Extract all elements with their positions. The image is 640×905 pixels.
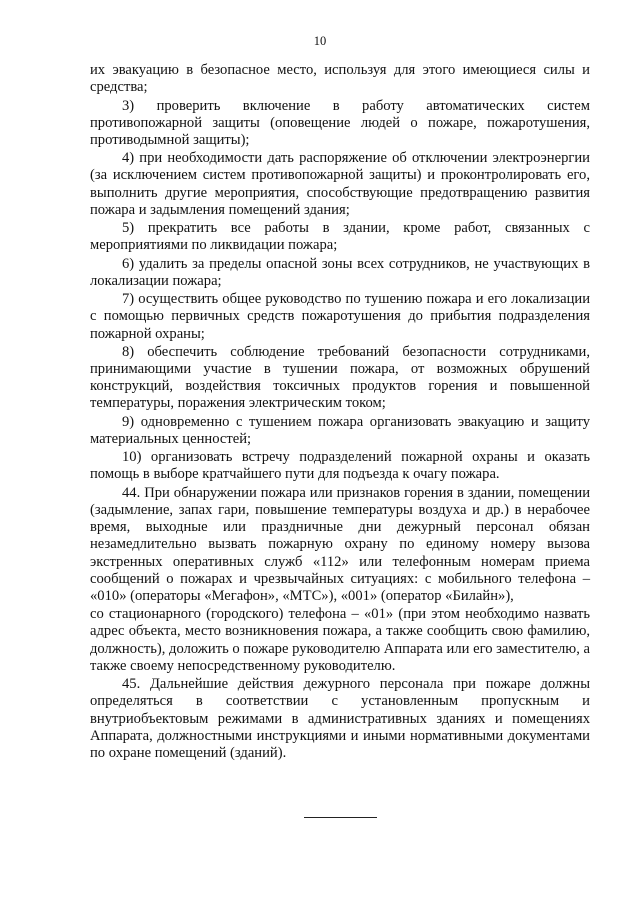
paragraph-item-4: 4) при необходимости дать распоряжение об отключении электроэнергии (за исключением систем противопожарной защиты) и проконтролировать его, выполнить другие мероприятия, способствующие предотвращению развития пожара и задымления помещений здания; <box>90 150 590 218</box>
paragraph-item-9: 9) одновременно с тушением пожара организовать эвакуацию и защиту материальных ценностей; <box>90 413 590 447</box>
paragraph-clause-44: 44. При обнаружении пожара или признаков горения в здании, помещении (задымление, запах гари, повышение температуры воздуха и др.) в нерабочее время, выходные или праздничные дни дежурный персонал обязан незамедлительно вызвать пожарную охрану по единому номеру вызова экстренных оперативных служб «112» или телефонным номерам приема сообщений о пожарах и чрезвычайных ситуациях: с мобильного телефона – «010» (операторы «Мегафон», «МТС»), «001» (оператор «Билайн»), <box>90 484 590 604</box>
paragraph-item-5: 5) прекратить все работы в здании, кроме работ, связанных с мероприятиями по ликвидации пожара; <box>90 220 590 254</box>
paragraph-item-3: 3) проверить включение в работу автоматических систем противопожарной защиты (оповещение людей о пожаре, пожаротушения, противодымной защиты); <box>90 97 590 148</box>
paragraph-item-7: 7) осуществить общее руководство по тушению пожара и его локализации с помощью первичных средств пожаротушения до прибытия подразделения пожарной охраны; <box>90 291 590 342</box>
paragraph-item-8: 8) обеспечить соблюдение требований безопасности сотрудниками, принимающими участие в тушении пожара, от возможных обрушений конструкций, воздействия токсичных продуктов горения и повышенной температуры, поражения электрическим током; <box>90 343 590 412</box>
document-body <box>90 62 590 763</box>
paragraph-evacuation-continued: их эвакуацию в безопасное место, используя для этого имеющиеся силы и средства; <box>90 62 590 96</box>
end-divider <box>304 817 377 818</box>
paragraph-clause-44-continued: со стационарного (городского) телефона – «01» (при этом необходимо назвать адрес объекта, место возникновения пожара, а также сообщить свою фамилию, должность), доложить о пожаре руководителю Аппарата или его заместителю, а также своему непосредственному руководителю. <box>90 606 590 674</box>
page-number: 10 <box>313 34 327 48</box>
paragraph-item-10: 10) организовать встречу подразделений пожарной охраны и оказать помощь в выборе кратчайшего пути для подъезда к очагу пожара. <box>90 449 590 483</box>
paragraph-clause-45: 45. Дальнейшие действия дежурного персонала при пожаре должны определяться в соответствии с установленным пропускным и внутриобъектовым режимами в административных зданиях и помещениях Аппарата, должностными инструкциями и иными нормативными документами по охране помещений (зданий). <box>90 676 590 761</box>
paragraph-item-6: 6) удалить за пределы опасной зоны всех сотрудников, не участвующих в локализации пожара; <box>90 255 590 289</box>
